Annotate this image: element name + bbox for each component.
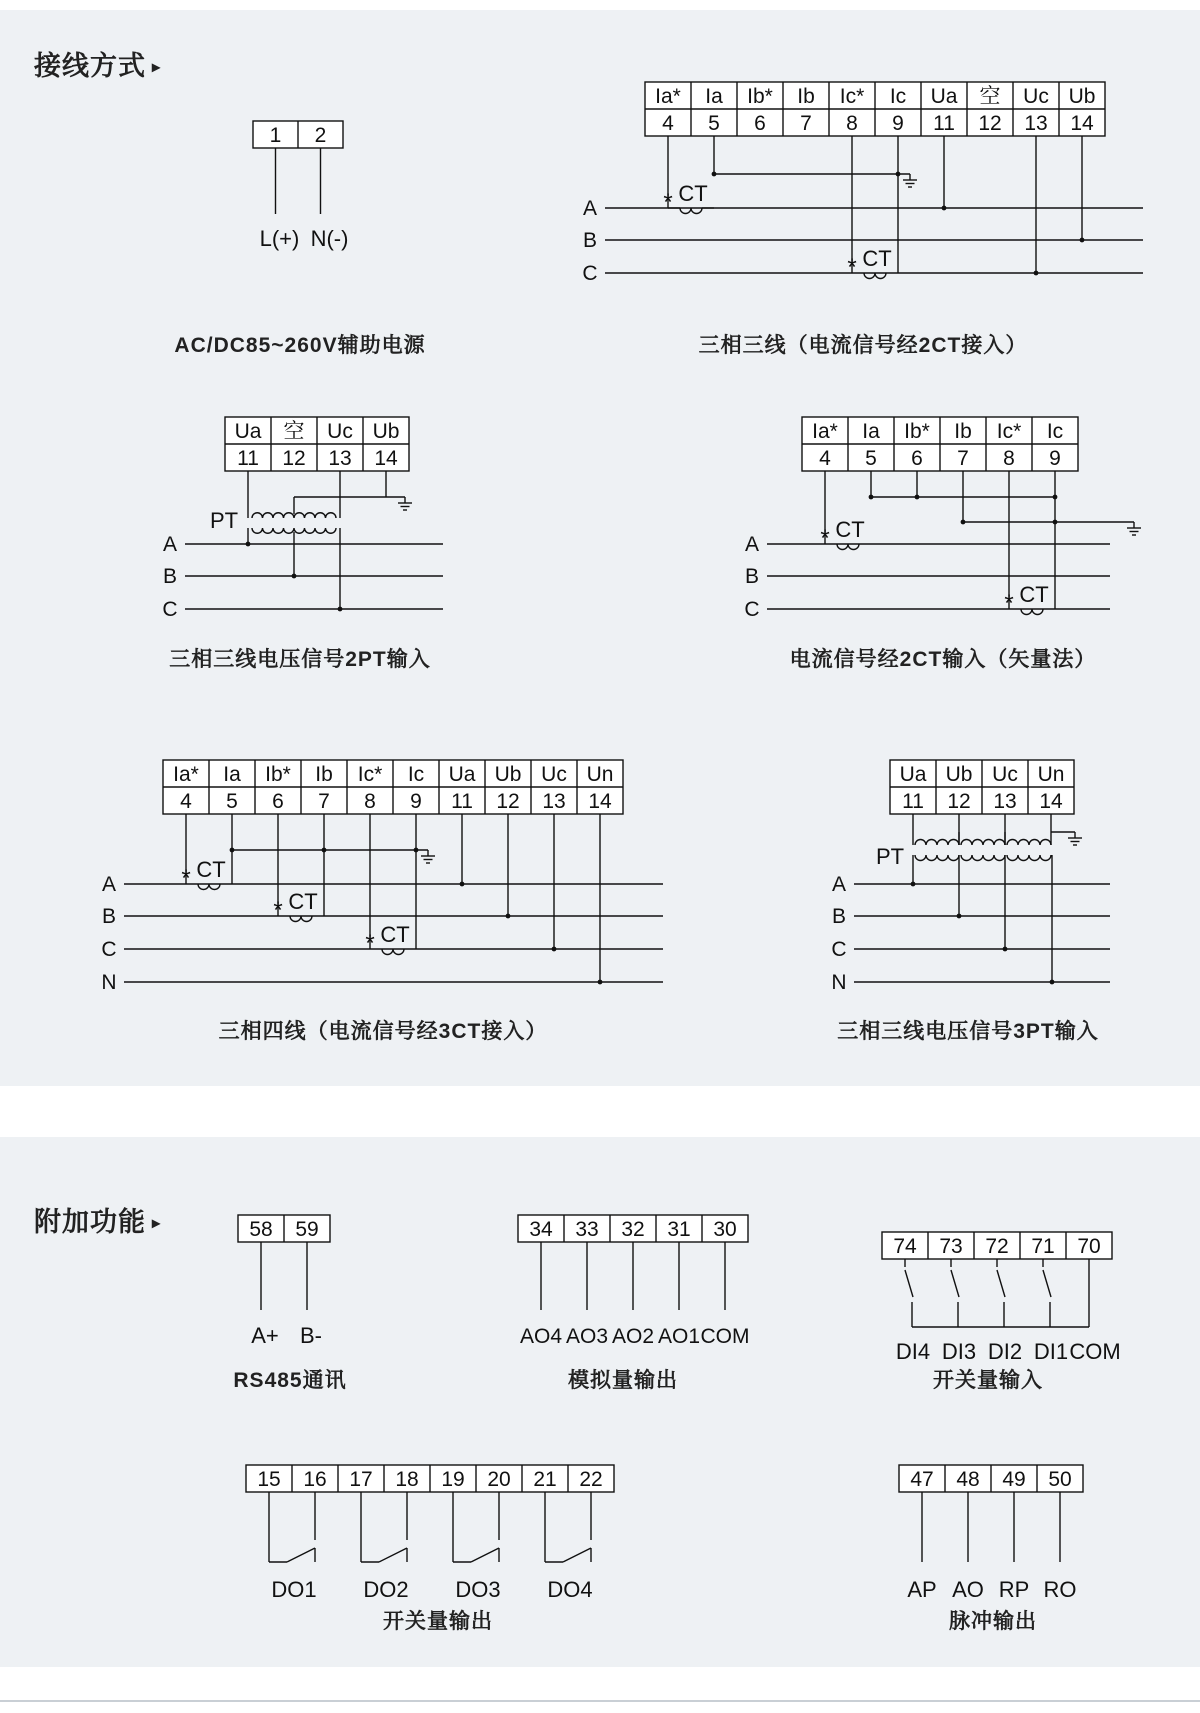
ct-coil [1021,609,1043,615]
terminal-number: 14 [1039,790,1063,813]
polarity-star: * [181,865,191,892]
phase-label-a: A [582,197,598,220]
phase-label-c: C [101,938,117,961]
digital-output-terminal-label: DO2 [363,1577,409,1602]
terminal-header: Ic* [357,763,383,786]
ct-coil [837,544,859,550]
diagram-digital-output [246,1465,614,1602]
terminal-header: Ub [1068,85,1096,108]
terminal-number: 4 [180,790,192,813]
terminal-number: 4 [819,447,831,470]
ct-label: CT [678,181,708,206]
terminal-number: 34 [529,1218,553,1241]
pt-winding [1007,840,1051,846]
ct-coil [198,884,220,890]
terminal-number: 14 [374,447,398,470]
terminal-header: Ia* [812,420,838,443]
terminal-header: Ia [862,420,880,443]
analog-terminal-label: AO1 [657,1325,701,1348]
analog-terminal-label: AO3 [565,1325,609,1348]
polarity-star: * [820,525,830,552]
terminal-number: 73 [939,1235,963,1258]
digital-output-terminal-label: DO3 [455,1577,501,1602]
terminal-header: 空 [283,420,305,443]
terminal-number: 70 [1077,1235,1101,1258]
phase-label-a: A [101,873,117,896]
phase-label-a: A [831,873,847,896]
polarity-star: * [273,897,283,924]
pulse-terminal-label: RO [1043,1577,1077,1602]
terminal-header: Ib [315,763,333,786]
ct-label: CT [835,517,865,542]
junction-dot [712,172,717,177]
diagram-analog-output [518,1215,750,1348]
polarity-star: * [847,254,857,281]
terminal-header: Ib [954,420,972,443]
terminal-header: Ub [945,763,973,786]
terminal-number: 13 [328,447,352,470]
terminal-number: 11 [933,112,955,135]
phase-label-b: B [101,905,117,928]
pt-winding [961,855,1005,861]
pulse-terminal-label: AP [907,1577,937,1602]
terminal-number: 8 [1003,447,1015,470]
terminal-header: Ic [1046,420,1064,443]
digital-input-terminal-label: DI4 [895,1339,931,1364]
caption-aux-power: AC/DC85~260V辅助电源 [174,334,426,357]
wire [951,1270,959,1297]
terminal-number: 5 [865,447,877,470]
digital-input-terminal-label: COM [1069,1339,1121,1364]
terminal-header: Ia [223,763,241,786]
digital-input-terminal-label: DI1 [1033,1339,1069,1364]
ct-coil [382,949,404,955]
terminal-header: Ic* [839,85,865,108]
terminal-number: 33 [575,1218,599,1241]
junction-dot [506,914,511,919]
terminal-number: 14 [1070,112,1094,135]
arrow-right-icon: ▸ [152,1215,162,1232]
terminal-number: 32 [621,1218,645,1241]
phase-label-a: A [744,533,760,556]
terminal-number: 47 [910,1468,934,1491]
section-title-extra: 附加功能 ▸ [34,1207,162,1237]
terminal-number: 8 [364,790,376,813]
terminal-header: Ic [889,85,907,108]
caption-rs485: RS485通讯 [233,1369,347,1392]
terminal-number: 13 [1024,112,1048,135]
terminal-number: 30 [713,1218,737,1241]
wire [379,1548,407,1562]
terminal-number: 12 [282,447,306,470]
junction-dot [1003,947,1008,952]
terminal-header: Ua [930,85,958,108]
junction-dot [911,882,916,887]
terminal-number: 12 [496,790,520,813]
diagram-digital-input [882,1232,1121,1364]
terminal-number: 49 [1002,1468,1026,1491]
junction-dot [1034,271,1039,276]
wire [287,1548,315,1562]
pt-winding [1007,855,1051,861]
diagram-pulse-output [899,1465,1083,1602]
terminal-number: 72 [985,1235,1009,1258]
terminal-number: 16 [303,1468,327,1491]
phase-label-b: B [582,229,598,252]
terminal-header: Ib* [904,420,930,443]
terminal-header: Un [586,763,614,786]
phase-label-b: B [831,905,847,928]
terminal-header: Uc [541,763,567,786]
analog-terminal-label: AO4 [519,1325,563,1348]
wire [905,1270,913,1297]
pt-winding [961,840,1005,846]
digital-output-terminal-label: DO1 [271,1577,317,1602]
terminal-header: Ua [234,420,262,443]
power-terminal-label: N(-) [310,226,349,251]
pt-winding [915,840,959,846]
terminal-header: Uc [992,763,1018,786]
terminal-number: 2 [314,124,327,147]
terminal-number: 74 [893,1235,917,1258]
terminal-number: 20 [487,1468,511,1491]
wire [471,1548,499,1562]
terminal-number: 9 [1049,447,1061,470]
junction-dot [338,607,343,612]
terminal-number: 12 [947,790,971,813]
terminal-header: Uc [1023,85,1049,108]
pt-label: PT [875,844,905,869]
ct-coil [290,916,312,922]
terminal-number: 11 [237,447,259,470]
junction-dot [292,574,297,579]
terminal-header: Un [1037,763,1065,786]
caption-current-2ct-vector: 电流信号经2CT输入（矢量法） [789,648,1097,671]
caption-three-phase-3wire-2ct: 三相三线（电流信号经2CT接入） [698,334,1028,357]
terminal-number: 6 [754,112,766,135]
terminal-number: 7 [318,790,330,813]
terminal-number: 71 [1031,1235,1055,1258]
phase-label-b: B [744,565,760,588]
terminal-number: 6 [272,790,284,813]
polarity-star: * [663,189,673,216]
terminal-number: 5 [708,112,720,135]
diagram-three-phase-4wire-3ct [101,760,663,994]
terminal-number: 17 [349,1468,373,1491]
terminal-number: 6 [911,447,923,470]
terminal-number: 12 [978,112,1002,135]
terminal-number: 19 [441,1468,465,1491]
diagram-three-phase-3wire-2pt [162,417,443,621]
terminal-number: 9 [892,112,904,135]
caption-analog-output: 模拟量输出 [568,1369,678,1392]
junction-dot [1050,980,1055,985]
phase-label-b: B [162,565,178,588]
pulse-terminal-label: RP [998,1577,1030,1602]
terminal-header: Ia* [655,85,681,108]
junction-dot [961,520,966,525]
phase-label-a: A [162,533,178,556]
terminal-header: Ua [448,763,476,786]
terminal-number: 8 [846,112,858,135]
terminal-number: 7 [800,112,812,135]
ct-label: CT [380,922,410,947]
terminal-number: 4 [662,112,674,135]
terminal-number: 21 [533,1468,557,1491]
terminal-header: Ib* [265,763,291,786]
polarity-star: * [1004,590,1014,617]
terminal-header: Ub [372,420,400,443]
digital-input-terminal-label: DI3 [941,1339,977,1364]
terminal-header: Ia [705,85,723,108]
terminal-number: 58 [249,1218,273,1241]
terminal-header: Ic [407,763,425,786]
diagram-three-phase-3pt [831,760,1110,994]
phase-label-c: C [582,262,598,285]
digital-output-terminal-label: DO4 [547,1577,593,1602]
phase-label-c: C [831,938,847,961]
wire [563,1548,591,1562]
terminal-number: 7 [957,447,969,470]
power-terminal-label: L(+) [259,226,300,251]
junction-dot [957,914,962,919]
rs485-terminal-label: A+ [251,1323,279,1348]
junction-dot [869,495,874,500]
diagram-aux-power [253,121,348,251]
junction-dot [1080,238,1085,243]
terminal-header: Ib* [747,85,773,108]
diagram-three-phase-3wire-2ct [582,82,1143,285]
terminal-number: 50 [1048,1468,1072,1491]
ct-label: CT [862,246,892,271]
terminal-number: 11 [902,790,924,813]
phase-label-c: C [162,598,178,621]
terminal-number: 59 [295,1218,319,1241]
caption-digital-output: 开关量输出 [383,1610,493,1633]
diagram-rs485 [238,1215,330,1348]
pt-label: PT [209,508,239,533]
terminal-header: Ic* [996,420,1022,443]
junction-dot [552,947,557,952]
terminal-header: Ib [797,85,815,108]
wire [1043,1270,1051,1297]
junction-dot [246,542,251,547]
terminal-number: 5 [226,790,238,813]
rs485-terminal-label: B- [300,1323,322,1348]
analog-terminal-label: AO2 [611,1325,655,1348]
ct-label: CT [288,889,318,914]
ct-label: CT [196,857,226,882]
pt-winding [915,855,959,861]
phase-label-n: N [831,971,847,994]
ct-label: CT [1019,582,1049,607]
caption-three-phase-3wire-2pt: 三相三线电压信号2PT输入 [169,648,431,671]
terminal-number: 14 [588,790,612,813]
terminal-number: 18 [395,1468,419,1491]
ct-coil [680,208,702,214]
diagram-current-2ct-vector [744,417,1141,621]
terminal-header: Uc [327,420,353,443]
junction-dot [598,980,603,985]
terminal-number: 11 [451,790,473,813]
terminal-number: 31 [667,1218,691,1241]
phase-label-n: N [101,971,117,994]
terminal-number: 48 [956,1468,980,1491]
digital-input-terminal-label: DI2 [987,1339,1023,1364]
junction-dot [460,882,465,887]
junction-dot [942,206,947,211]
caption-digital-input: 开关量输入 [933,1369,1043,1392]
polarity-star: * [365,930,375,957]
analog-terminal-label: COM [700,1325,750,1348]
caption-three-phase-4wire-3ct: 三相四线（电流信号经3CT接入） [218,1020,548,1043]
terminal-header: Ub [494,763,522,786]
ct-coil [864,273,886,279]
wire [997,1270,1005,1297]
arrow-right-icon: ▸ [152,59,162,76]
terminal-number: 13 [993,790,1017,813]
phase-label-c: C [744,598,760,621]
caption-pulse-output: 脉冲输出 [949,1610,1037,1633]
terminal-number: 22 [579,1468,603,1491]
caption-three-phase-3pt: 三相三线电压信号3PT输入 [837,1020,1099,1043]
section-title-wiring: 接线方式 ▸ [34,51,162,81]
junction-dot [896,172,901,177]
terminal-number: 13 [542,790,566,813]
terminal-header: Ia* [173,763,199,786]
terminal-number: 15 [257,1468,281,1491]
terminal-header: 空 [979,85,1001,108]
terminal-number: 9 [410,790,422,813]
terminal-number: 1 [269,124,282,147]
terminal-header: Ua [899,763,927,786]
pulse-terminal-label: AO [952,1577,984,1602]
